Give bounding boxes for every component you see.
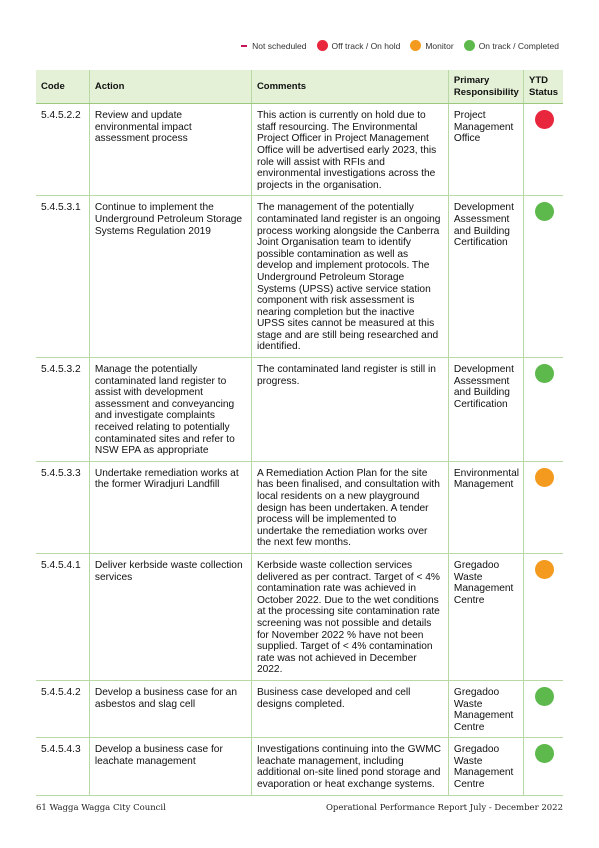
status-monitor-icon bbox=[535, 560, 554, 579]
row-responsibility: Environmental Management bbox=[448, 461, 523, 553]
table-row bbox=[36, 104, 563, 196]
row-status bbox=[524, 104, 563, 196]
row-action: Deliver kerbside waste collection services bbox=[89, 553, 251, 680]
row-code: 5.4.5.3.1 bbox=[36, 196, 89, 358]
row-comments: This action is currently on hold due to staff resourcing. The Environmental Project Officer in Project Management Office will be advertised early 2023, this role will assist with RFIs and environmental investigations across the projects in the organisation. bbox=[251, 104, 448, 196]
row-responsibility: Gregadoo Waste Management Centre bbox=[448, 738, 523, 795]
row-code: 5.4.5.4.3 bbox=[36, 738, 89, 795]
row-comments: A Remediation Action Plan for the site has been finalised, and consultation with local residents on a new playground design has been undertaken. A tender process will be implemented to undertake the remediation works over the next few months. bbox=[251, 461, 448, 553]
status-on-track-icon bbox=[535, 744, 554, 763]
legend-on-track-label: On track / Completed bbox=[478, 40, 559, 51]
row-code: 5.4.5.4.1 bbox=[36, 553, 89, 680]
row-responsibility: Gregadoo Waste Management Centre bbox=[448, 553, 523, 680]
not-scheduled-dash-icon bbox=[241, 45, 247, 47]
status-legend bbox=[231, 40, 559, 51]
row-comments: Investigations continuing into the GWMC leachate management, including additional on-site lined pond storage and evaporation or heat exchange systems. bbox=[251, 738, 448, 795]
row-code: 5.4.5.3.2 bbox=[36, 358, 89, 462]
actions-table bbox=[36, 70, 563, 796]
status-on-track-icon bbox=[535, 687, 554, 706]
row-code: 5.4.5.3.3 bbox=[36, 461, 89, 553]
legend-not-scheduled-label: Not scheduled bbox=[252, 40, 307, 51]
legend-monitor-label: Monitor bbox=[425, 40, 454, 51]
row-status bbox=[524, 461, 563, 553]
row-comments: The management of the potentially contaminated land register is an ongoing process working alongside the Canberra Joint Organisation team to identify possible contamination as well as develop and implement protocols. The Underground Petroleum Storage Systems (UPSS) active service station component with risk assessment is nearing completion but the inactive UPSS sites cannot be measured at this stage and are still being researched and identified. bbox=[251, 196, 448, 358]
row-code: 5.4.5.4.2 bbox=[36, 680, 89, 737]
header-status: YTD Status bbox=[524, 70, 563, 104]
table-row bbox=[36, 680, 563, 737]
header-action: Action bbox=[89, 70, 251, 104]
row-status bbox=[524, 358, 563, 462]
row-status bbox=[524, 680, 563, 737]
table-header-row bbox=[36, 70, 563, 104]
table-row bbox=[36, 738, 563, 795]
header-comments: Comments bbox=[251, 70, 448, 104]
green-dot-icon bbox=[464, 40, 475, 51]
row-action: Develop a business case for an asbestos and slag cell bbox=[89, 680, 251, 737]
legend-off-track-label: Off track / On hold bbox=[331, 40, 401, 51]
row-action: Review and update environmental impact assessment process bbox=[89, 104, 251, 196]
row-responsibility: Development Assessment and Building Certification bbox=[448, 358, 523, 462]
row-responsibility: Project Management Office bbox=[448, 104, 523, 196]
status-on-track-icon bbox=[535, 202, 554, 221]
row-status bbox=[524, 738, 563, 795]
status-monitor-icon bbox=[535, 468, 554, 487]
legend-on-track bbox=[464, 40, 559, 51]
footer-report-title: Operational Performance Report July - December 2022 bbox=[325, 803, 563, 813]
legend-not-scheduled bbox=[241, 41, 306, 51]
page-footer bbox=[36, 803, 563, 813]
table-row bbox=[36, 553, 563, 680]
row-status bbox=[524, 196, 563, 358]
row-action: Continue to implement the Underground Petroleum Storage Systems Regulation 2019 bbox=[89, 196, 251, 358]
status-off-track-icon bbox=[535, 110, 554, 129]
header-code: Code bbox=[36, 70, 89, 104]
legend-off-track bbox=[317, 40, 401, 51]
row-responsibility: Development Assessment and Building Certification bbox=[448, 196, 523, 358]
row-comments: Business case developed and cell designs completed. bbox=[251, 680, 448, 737]
red-dot-icon bbox=[317, 40, 328, 51]
table-row bbox=[36, 358, 563, 462]
header-responsibility: Primary Responsibility bbox=[448, 70, 523, 104]
row-comments: The contaminated land register is still in progress. bbox=[251, 358, 448, 462]
row-action: Manage the potentially contaminated land register to assist with development assessment and conveyancing and investigate complaints received relating to potentially contaminated sites and refer to NSW EPA as appropriate bbox=[89, 358, 251, 462]
table-row bbox=[36, 461, 563, 553]
table-row bbox=[36, 196, 563, 358]
row-status bbox=[524, 553, 563, 680]
row-responsibility: Gregadoo Waste Management Centre bbox=[448, 680, 523, 737]
footer-page-label: 61 Wagga Wagga City Council bbox=[36, 803, 166, 813]
orange-dot-icon bbox=[410, 40, 421, 51]
row-action: Undertake remediation works at the former Wiradjuri Landfill bbox=[89, 461, 251, 553]
legend-monitor bbox=[410, 40, 453, 51]
row-code: 5.4.5.2.2 bbox=[36, 104, 89, 196]
row-action: Develop a business case for leachate management bbox=[89, 738, 251, 795]
status-on-track-icon bbox=[535, 364, 554, 383]
row-comments: Kerbside waste collection services delivered as per contract. Target of < 4% contamination rate was achieved in October 2022. Due to the wet conditions at the processing site contamination rate screening was not possible and details for November 2022 % have not been supplied. Target of < 4% contamination rate was not achieved in December 2022. bbox=[251, 553, 448, 680]
